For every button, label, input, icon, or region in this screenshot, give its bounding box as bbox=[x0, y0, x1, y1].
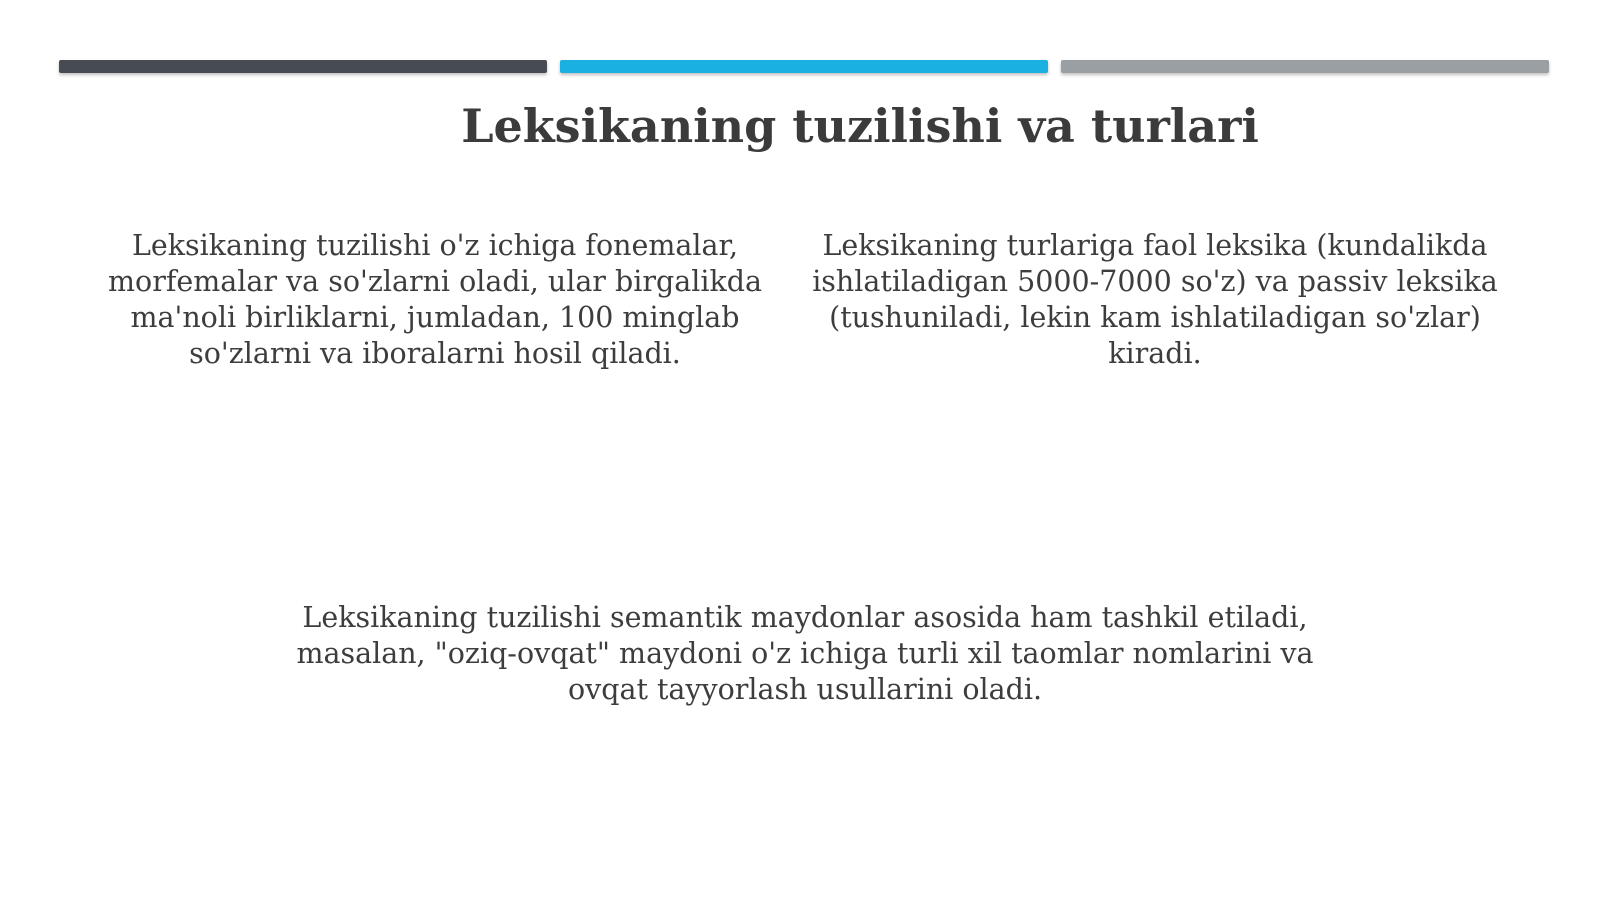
paragraph-semantic-fields: Leksikaning tuzilishi semantik maydonlar asosida ham tashkil etiladi, masalan, "oziq-ovqat" maydoni o'z ichiga turli xil taomlar nomlarini va ovqat tayyorlash usullarini oladi. bbox=[296, 601, 1314, 706]
accent-bar-blue bbox=[560, 60, 1048, 73]
slide-title: Leksikaning tuzilishi va turlari bbox=[461, 99, 1259, 153]
paragraph-types: Leksikaning turlariga faol leksika (kundalikda ishlatiladigan 5000-7000 so'z) va passiv leksika (tushuniladi, lekin kam ishlatiladigan so'zlar) kiradi. bbox=[812, 229, 1498, 370]
accent-bar-dark bbox=[59, 60, 547, 73]
accent-bar-gray bbox=[1061, 60, 1549, 73]
paragraph-structure: Leksikaning tuzilishi o'z ichiga fonemalar, morfemalar va so'zlarni oladi, ular birgalikda ma'noli birliklarni, jumladan, 100 minglab so'zlarni va iboralarni hosil qiladi. bbox=[108, 229, 762, 370]
